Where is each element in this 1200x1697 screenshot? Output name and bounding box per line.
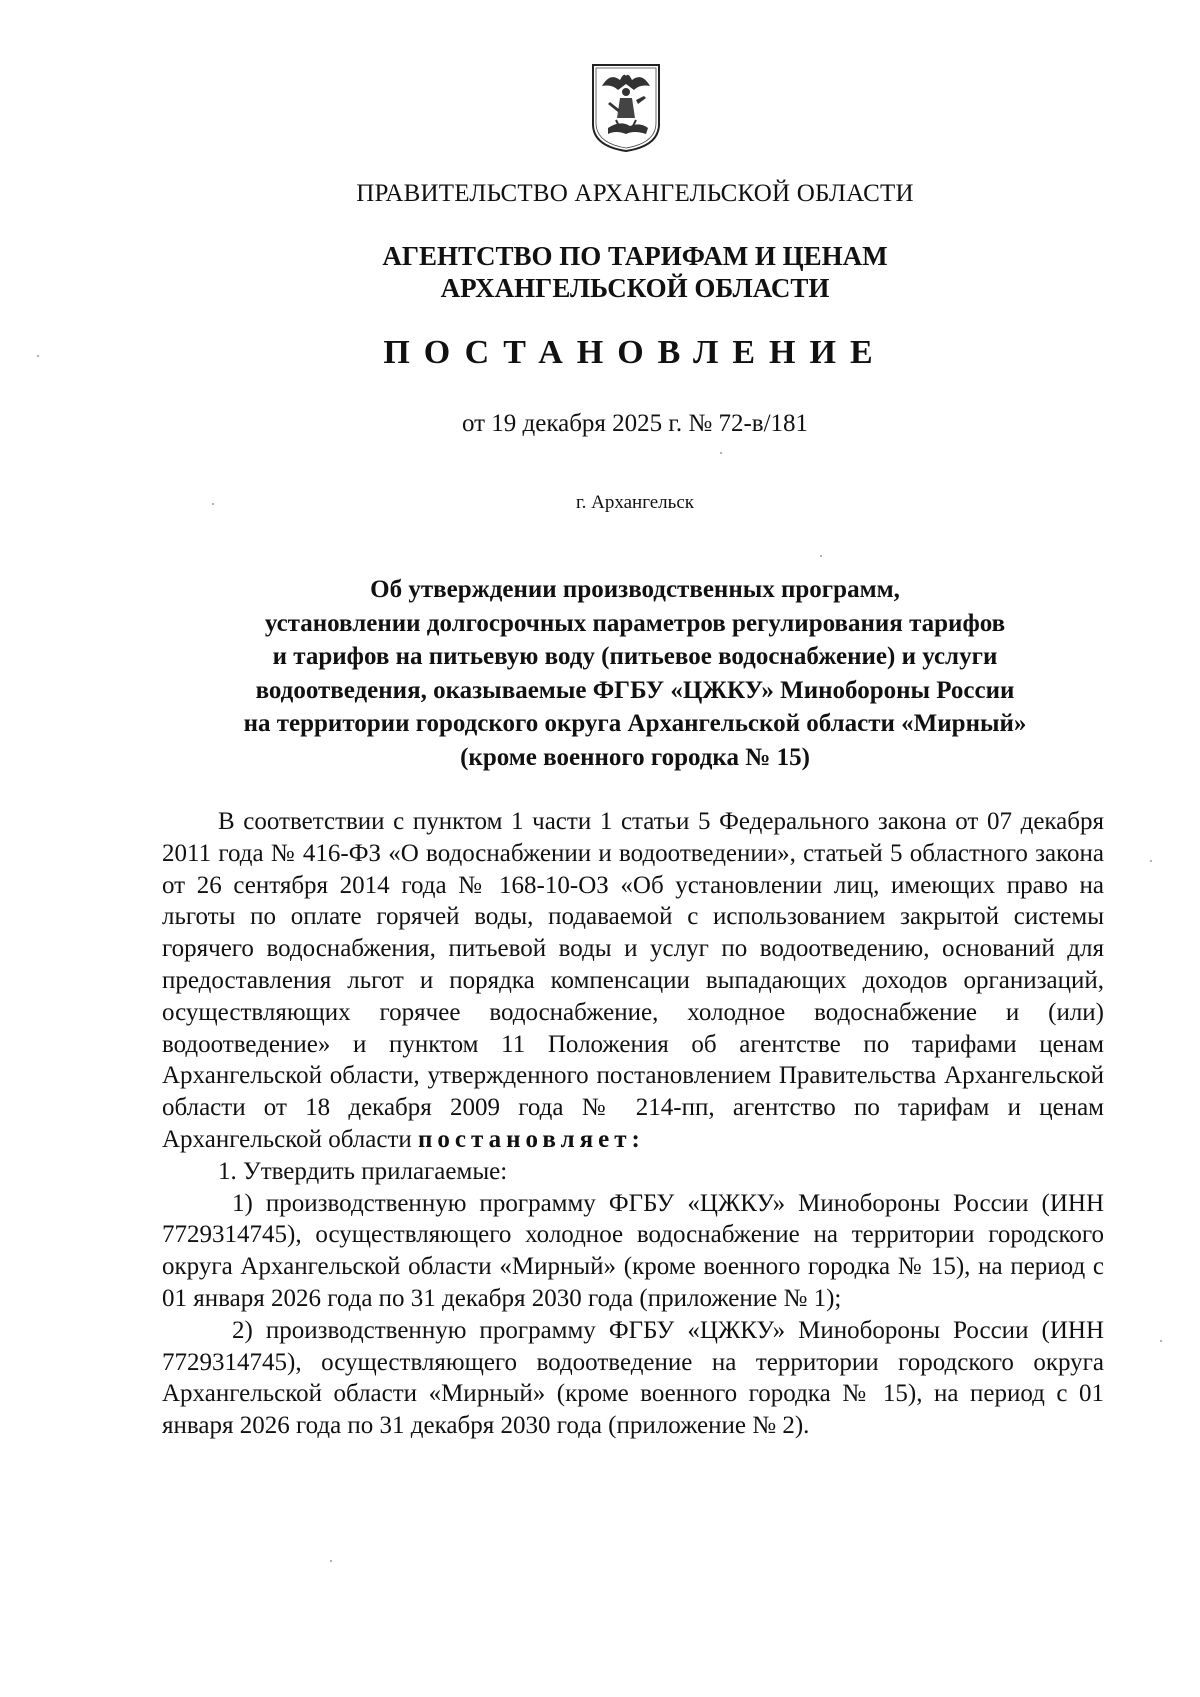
document-city: г. Архангельск <box>575 492 694 513</box>
document-date-number: от 19 декабря 2025 г. № 72-в/181 <box>461 410 809 437</box>
document-body <box>162 806 1104 1442</box>
scan-speck <box>212 503 214 505</box>
scan-speck <box>820 555 822 557</box>
title-line: установлении долгосрочных параметров регулирования тарифов <box>264 609 1006 637</box>
item-1: 1. Утвердить прилагаемые: <box>218 1157 508 1185</box>
preamble-text: В соответствии с пунктом 1 части 1 статьи 5 Федерального закона от 07 декабря 2011 года № 416-ФЗ «О водоснабжении и водоотведении», статьей 5 областного закона от 26 сентября 2014 года № 168-10-ОЗ «Об установлении лиц, имеющих право на льготы по оплате горячей воды, подаваемой с использованием закрытой системы горячего водоснабжения, питьевой воды и услуг по водоотведению, оснований для предоставления льгот и порядка компенсации выпадающих доходов организаций, осуществляющих горячее водоснабжение, холодное водоснабжение и (или) водоотведение» и пунктом 11 Положения об агентстве по тарифами ценам Архангельской области, утвержденного постановлением Правительства Архангельской области от 18 декабря 2009 года № 214-пп, агентство по тарифам и ценам Архангельской области <box>162 808 1104 1153</box>
title-line: на территории городского округа Архангельской области «Мирный» <box>243 710 1027 737</box>
title-line: Об утверждении производственных программ, <box>370 576 900 603</box>
preamble-paragraph <box>162 806 1104 1156</box>
coat-of-arms-icon <box>590 62 662 154</box>
document-title <box>150 573 1120 774</box>
scan-speck <box>330 1560 332 1562</box>
agency-name-line1: АГЕНТСТВО ПО ТАРИФАМ И ЦЕНАМ <box>382 241 888 271</box>
government-name: ПРАВИТЕЛЬСТВО АРХАНГЕЛЬСКОЙ ОБЛАСТИ <box>356 180 914 207</box>
document-type: ПОСТАНОВЛЕНИЕ <box>383 334 887 371</box>
scan-speck <box>720 452 722 454</box>
title-line: водоотведения, оказываемые ФГБУ «ЦЖКУ» Минобороны России <box>255 676 1015 704</box>
scan-speck <box>1150 860 1152 862</box>
sub-item-1: 1) производственную программу ФГБУ «ЦЖКУ» Минобороны России (ИНН 7729314745), осуществляющего холодное водоснабжение на территории городского округа Архангельской области «Мирный» (кроме военного городка № 15), на период с 01 января 2026 года по 31 декабря 2030 года (приложение № 1); <box>162 1189 1104 1312</box>
agency-name-line2: АРХАНГЕЛЬСКОЙ ОБЛАСТИ <box>440 273 830 303</box>
sub-item-2: 2) производственную программу ФГБУ «ЦЖКУ» Минобороны России (ИНН 7729314745), осуществляющего водоотведение на территории городского округа Архангельской области «Мирный» (кроме военного городка № 15), на период с 01 января 2026 года по 31 декабря 2030 года (приложение № 2). <box>162 1316 1104 1440</box>
scan-speck <box>1160 1340 1162 1342</box>
scan-speck <box>37 355 39 357</box>
title-line: и тарифов на питьевую воду (питьевое водоснабжение) и услуги <box>272 643 998 670</box>
title-line: (кроме военного городка № 15) <box>460 743 810 771</box>
agency-name <box>150 240 1120 304</box>
decree-word: постановляет: <box>418 1125 645 1153</box>
